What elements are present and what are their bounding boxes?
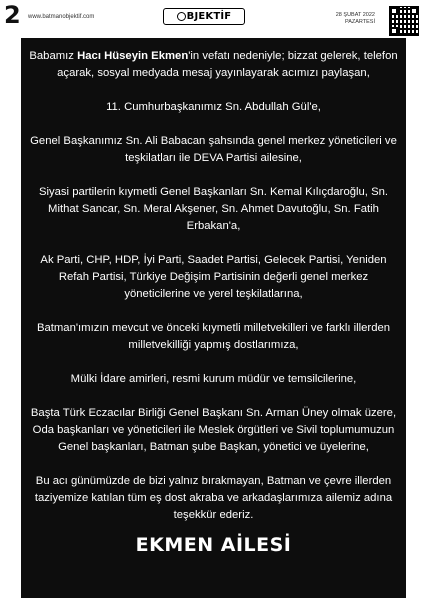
date-line: 28 ŞUBAT 2022 [335,12,375,18]
logo-o-icon [177,12,186,21]
page-header [0,0,425,38]
weekday-line: PAZARTESİ [344,19,375,25]
page-number: 2 [4,1,21,29]
family-signature: EKMEN AİLESİ [135,534,292,556]
intro-paragraph [29,48,398,82]
closing-paragraph: Bu acı günümüzde de bizi yalnız bırakmayan, Batman ve çevre illerden taziyemize katılan tüm eş dost akraba ve arkadaşlarımıza ailemiz adına teşekkür ederiz. [34,475,393,521]
logo-text: BJEKTİF [186,11,232,22]
thanks-paragraph: Batman'ımızın mevcut ve önceki kıymetli milletvekilleri ve farklı illerden milletvekilliği yapmış dostlarımıza, [36,322,391,351]
site-url[interactable]: www.batmanobjektif.com [28,14,95,20]
intro-before: Babamız [29,50,78,62]
newspaper-logo [163,8,245,25]
thanks-paragraph: 11. Cumhurbaşkanımız Sn. Abdullah Gül'e, [106,101,321,113]
thanks-paragraph: Siyasi partilerin kıymetli Genel Başkanları Sn. Kemal Kılıçdaroğlu, Sn. Mithat Sancar, Sn. Meral Akşener, Sn. Ahmet Davutoğlu, Sn. Fatih Erbakan'a, [38,186,389,232]
thanks-paragraph: Genel Başkanımız Sn. Ali Babacan şahsında genel merkez yöneticileri ve teşkilatları ile DEVA Partisi ailesine, [30,135,397,164]
thanks-paragraph: Mülki İdare amirleri, resmi kurum müdür ve temsilcilerine, [70,373,357,385]
thanks-paragraph: Ak Parti, CHP, HDP, İyi Parti, Saadet Partisi, Gelecek Partisi, Yeniden Refah Partisi, Türkiye Değişim Partisinin değerli genel merkez yöneticilerine ve yerel teşkilatlarına, [40,254,387,300]
qr-code-icon [389,6,419,36]
condolence-notice [21,38,406,598]
issue-date [336,12,375,26]
deceased-name: Hacı Hüseyin Ekmen [77,50,189,62]
thanks-paragraph: Başta Türk Eczacılar Birliği Genel Başkanı Sn. Arman Üney olmak üzere, Oda başkanları ve yöneticileri ile Meslek örgütleri ve Sivil toplumumuzun Genel başkanları, Batman şube Başkan, yönetici ve üyelerine, [30,407,397,453]
intro-after: 'in vefatı nedeniyle; bizzat gelerek, telefon açarak, sosyal medyada mesaj yayınlayarak acımızı paylaşan, [57,50,398,79]
